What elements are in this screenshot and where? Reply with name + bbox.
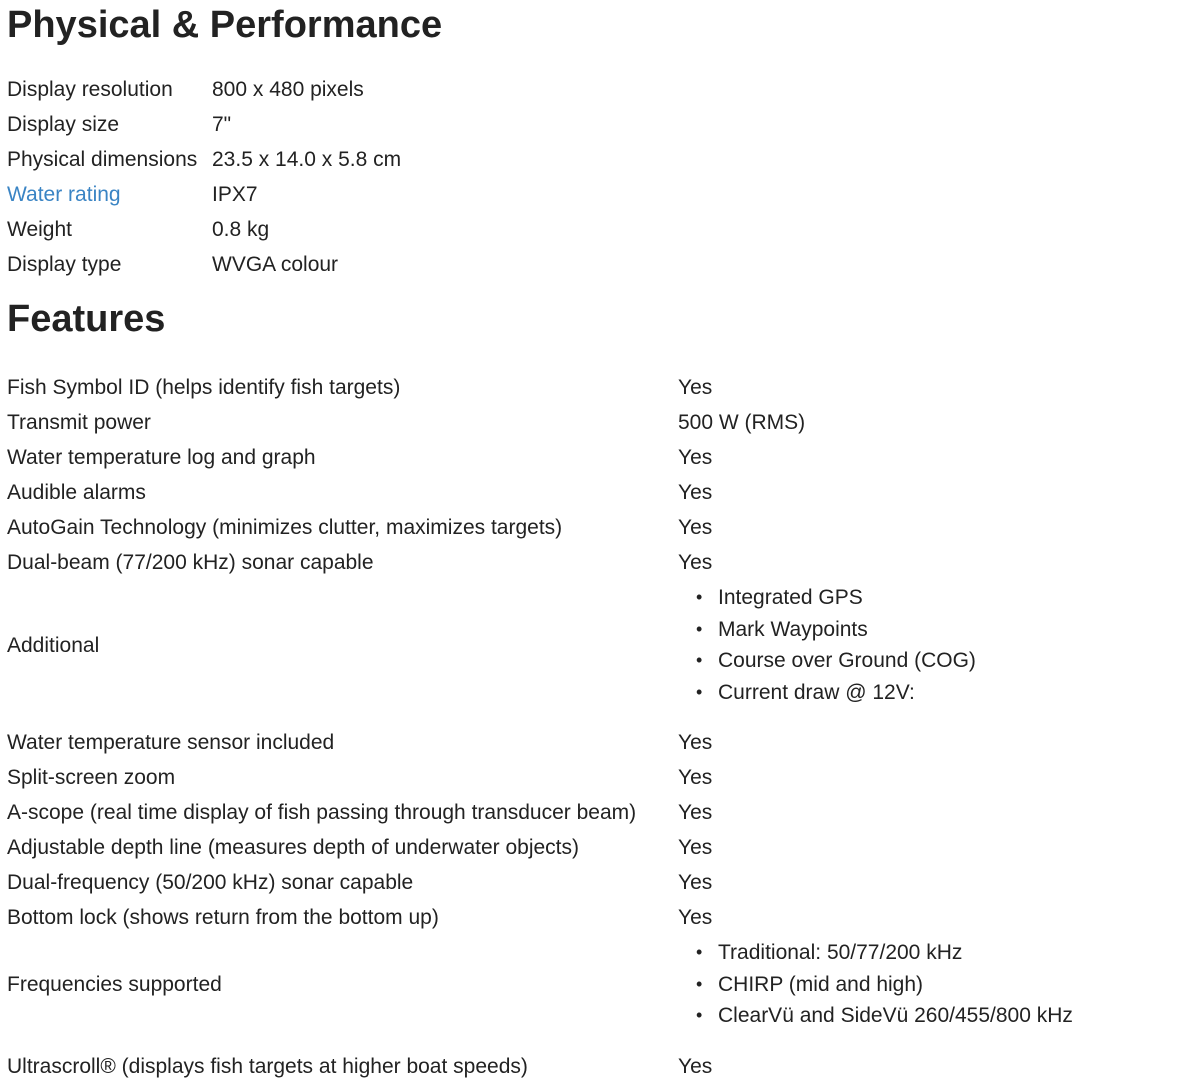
features-table	[7, 370, 1073, 1084]
spec-value: 7"	[212, 113, 232, 136]
feature-value: Yes	[678, 731, 713, 754]
spec-value: 23.5 x 14.0 x 5.8 cm	[212, 148, 402, 171]
feature-value: Yes	[678, 1054, 713, 1078]
feature-value-list-cell	[678, 580, 1073, 725]
physical-specs-table	[7, 72, 401, 282]
feature-value: 500 W (RMS)	[678, 411, 806, 434]
feature-label: Frequencies supported	[7, 972, 222, 996]
feature-label: Transmit power	[7, 411, 151, 434]
feature-row	[7, 795, 1073, 830]
feature-label: Dual-beam (77/200 kHz) sonar capable	[7, 551, 374, 574]
feature-value: Yes	[678, 376, 713, 399]
feature-row	[7, 1049, 1073, 1084]
feature-value-list-cell	[678, 935, 1073, 1049]
feature-label: Dual-frequency (50/200 kHz) sonar capable	[7, 871, 414, 894]
additional-features-list	[678, 582, 1073, 708]
spec-label: Display type	[7, 253, 122, 276]
feature-row	[7, 405, 1073, 440]
feature-value: Yes	[678, 516, 713, 539]
feature-row	[7, 900, 1073, 935]
spec-value: IPX7	[212, 183, 258, 206]
feature-value: Yes	[678, 801, 713, 824]
water-rating-link[interactable]: Water rating	[7, 183, 121, 206]
frequencies-list	[678, 937, 1073, 1032]
feature-label: Fish Symbol ID (helps identify fish targets)	[7, 376, 401, 399]
list-item: • Integrated GPS	[718, 582, 1073, 614]
spec-label: Display size	[7, 113, 120, 136]
spec-label: Weight	[7, 218, 72, 241]
spec-row	[7, 212, 401, 247]
list-item: • Traditional: 50/77/200 kHz	[718, 937, 1073, 969]
spec-row	[7, 247, 401, 282]
feature-label: A-scope (real time display of fish passing through transducer beam)	[7, 801, 637, 824]
feature-row	[7, 865, 1073, 900]
feature-row	[7, 545, 1073, 580]
feature-row	[7, 830, 1073, 865]
feature-row-additional	[7, 580, 1073, 725]
list-item: • Course over Ground (COG)	[718, 645, 1073, 677]
feature-label: Water temperature log and graph	[7, 446, 316, 469]
feature-row	[7, 370, 1073, 405]
spec-label: Physical dimensions	[7, 148, 198, 171]
feature-label: AutoGain Technology (minimizes clutter, maximizes targets)	[7, 516, 563, 539]
feature-row	[7, 440, 1073, 475]
feature-value: Yes	[678, 446, 713, 469]
feature-value: Yes	[678, 551, 713, 574]
spec-value: WVGA colour	[212, 253, 339, 276]
feature-row	[7, 725, 1073, 760]
feature-label: Additional	[7, 633, 100, 657]
features-heading: Features	[7, 298, 166, 340]
feature-row-frequencies	[7, 935, 1073, 1049]
feature-value: Yes	[678, 481, 713, 504]
feature-row	[7, 510, 1073, 545]
spec-label: Display resolution	[7, 78, 173, 101]
feature-label: Adjustable depth line (measures depth of underwater objects)	[7, 836, 580, 859]
feature-label: Audible alarms	[7, 481, 146, 504]
feature-label: Split-screen zoom	[7, 766, 176, 789]
spec-label-cell	[7, 177, 212, 212]
spec-row	[7, 177, 401, 212]
feature-row	[7, 760, 1073, 795]
feature-value: Yes	[678, 871, 713, 894]
physical-performance-heading: Physical & Performance	[7, 4, 443, 46]
list-item: • CHIRP (mid and high)	[718, 969, 1073, 1001]
feature-value: Yes	[678, 906, 713, 929]
feature-label: Bottom lock (shows return from the bottom up)	[7, 906, 439, 929]
feature-value: Yes	[678, 836, 713, 859]
list-item: • ClearVü and SideVü 260/455/800 kHz	[718, 1000, 1073, 1032]
spec-row	[7, 107, 401, 142]
feature-label: Water temperature sensor included	[7, 731, 335, 754]
spec-row	[7, 142, 401, 177]
spec-row	[7, 72, 401, 107]
spec-value: 800 x 480 pixels	[212, 78, 364, 101]
list-item: • Current draw @ 12V:	[718, 677, 1073, 709]
list-item: • Mark Waypoints	[718, 614, 1073, 646]
feature-row	[7, 475, 1073, 510]
feature-label: Ultrascroll® (displays fish targets at higher boat speeds)	[7, 1054, 528, 1078]
spec-value: 0.8 kg	[212, 218, 270, 241]
feature-value: Yes	[678, 766, 713, 789]
